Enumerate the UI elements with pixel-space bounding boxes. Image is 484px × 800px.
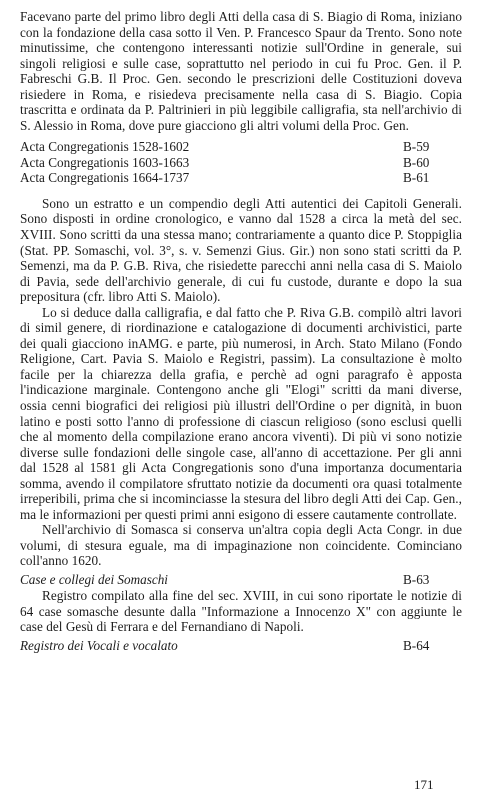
paragraph-atti-san-biagio: Facevano parte del primo libro degli Atti della casa di S. Biagio di Roma, iniziano con la fondazione della casa sotto il Ven. P. Francesco Spaur da Trento. Sono note minutissime, che contengono interessanti notizie sull'Ordine in generale, sui singoli religiosi e sulle case, soprattutto nel periodo in cui fu Proc. Gen. il P. Fabreschi G.B. Il Proc. Gen. secondo le prescrizioni delle Costituzioni doveva risiedere in Roma, e risiedeva precisamente nella casa di S. Biagio. Copia trascritta e ordinata da P. Paltrinieri in più leggibile calligrafia, sta nell'archivio di S. Alessio in Roma, dove pure giacciono gli altri volumi della Proc. Gen. [20, 9, 462, 133]
heading-code: B-64 [403, 637, 430, 653]
acta-congregationis-list [20, 139, 462, 186]
entry-code: B-59 [403, 139, 430, 155]
heading-title: Registro dei Vocali e vocalato [20, 637, 178, 653]
entry-code: B-60 [403, 154, 430, 170]
list-item [20, 155, 462, 171]
paragraph-acta-description: Sono un estratto e un compendio degli Atti autentici dei Capitoli Generali. Sono disposti in ordine cronologico, e vanno dal 1528 a circa la metà del sec. XVIII. Sono scritti da una stessa mano; contrariamente a quanto dice P. Stoppiglia (Stat. PP. Somaschi, vol. 3°, s. v. Semenzi Gius. Gir.) non sono stati scritti da P. Semenzi, ma da P. G.B. Riva, che risiedette parecchi anni nella casa di S. Maiolo di Pavia, sede dell'archivio generale, di cui fu custode, durante e dopo la sua prepositura (cfr. libro Atti S. Maiolo). [20, 195, 462, 305]
page-number: 171 [414, 777, 434, 792]
entry-title: Acta Congregationis 1528-1602 [20, 139, 190, 155]
paragraph-calligrafia: Lo si deduce dalla calligrafia, e dal fatto che P. Riva G.B. compilò altri lavori di simil genere, di riordinazione e catalogazione di documenti archivistici, parte dei quali giacciono inAMG. e parte, più numerosi, in Arch. Stato Milano (Fondo Religione, Cart. Pavia S. Maiolo e Registri, passim). La consultazione è molto facile per la chiarezza della grafia, e perchè ad ogni paragrafo è apposta l'indicazione marginale. Contengono anche gli "Elogi" scritti da mani diverse, ossia cenni biografici dei religiosi più illustri dell'Ordine o per dignità, in buon latino e posti sotto l'anno di professione di ciascun religioso (sono esclusi quelli che al momento della compilazione erano ancora viventi). Di più vi sono notizie diverse sulle fondazioni delle singole case, all'anno di accettazione. Per gli anni dal 1528 al 1581 gli Acta Congregationis sono d'una importanza documentaria somma, avendo il compilatore sfruttato notizie da documenti ora quasi totalmente irreperibili, prima che si incominciasse la stesura del libro degli Atti dei Cap. Gen., ma le informazioni per questi primi anni esigono di essere cautamente controllate. [20, 304, 462, 522]
paragraph-registro: Registro compilato alla fine del sec. XVIII, in cui sono riportate le notizie di 64 case somasche desunte dalla "Informazione a Innocenzo X" con aggiunte le case del Gesù di Ferrara e del Fernandiano di Napoli. [20, 588, 462, 635]
heading-title: Case e collegi dei Somaschi [20, 572, 168, 587]
entry-title: Acta Congregationis 1664-1737 [20, 170, 190, 186]
list-item [20, 139, 462, 155]
section-heading-case [20, 572, 462, 588]
paragraph-somasca-archive: Nell'archivio di Somasca si conserva un'altra copia degli Acta Congr. in due volumi, di stesura eguale, ma di impaginazione non coincidente. Cominciano coll'anno 1620. [20, 522, 462, 569]
section-heading-registro [20, 638, 462, 654]
heading-code: B-63 [403, 572, 430, 587]
entry-title: Acta Congregationis 1603-1663 [20, 154, 190, 170]
list-item [20, 170, 462, 186]
entry-code: B-61 [403, 170, 430, 186]
